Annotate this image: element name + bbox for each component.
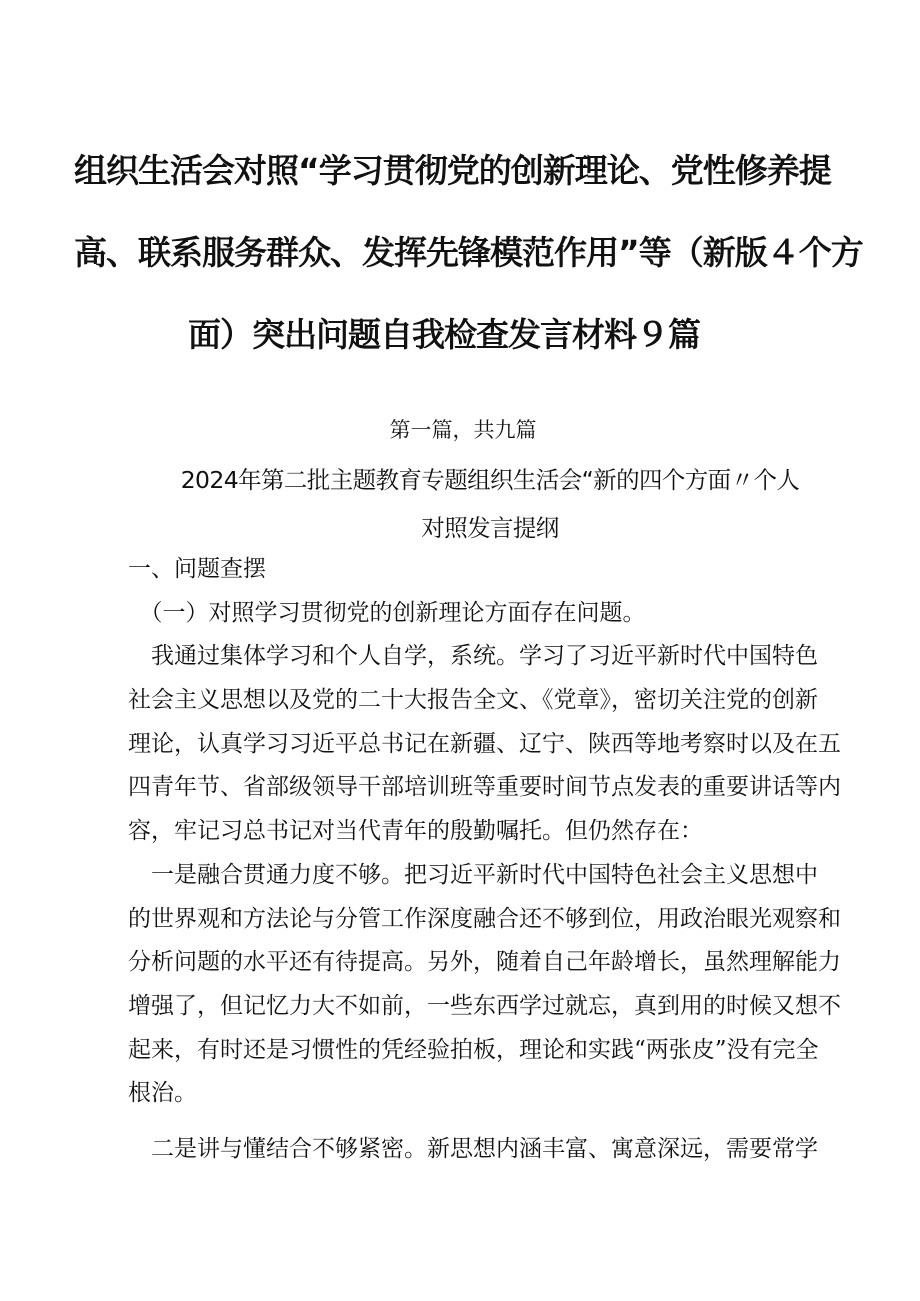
heading-line-1: 2024年第二批主题教育专题组织生活会“新的四个方面〃个人 — [180, 466, 800, 494]
title-line-2: 高、联系服务群众、发挥先锋模范作用”等（新版４个方 — [74, 233, 863, 272]
section-label: 一、问题查摆 — [128, 556, 266, 582]
body-text — [128, 548, 858, 1172]
document-title — [74, 130, 863, 376]
paragraph-line: 根治。 — [128, 1080, 197, 1107]
paragraph-line: 我通过集体学习和个人自学，系统。学习了习近平新时代中国特色 — [128, 643, 818, 670]
heading-line-2: 对照发言提纲 — [421, 514, 559, 542]
subsection-label: （一）对照学习贯彻党的创新理论方面存在问题。 — [128, 599, 646, 626]
paragraph-line: 二是讲与懂结合不够紧密。新思想内涵丰富、寓意深远，需要常学 — [128, 1135, 818, 1162]
paragraph-line: 增强了，但记忆力大不如前，一些东西学过就忘，真到用的时候又想不 — [128, 992, 841, 1019]
paragraph-line: 容，牢记习总书记对当代青年的殷勤嘱托。但仍然存在： — [128, 818, 703, 845]
paragraph-line: 社会主义思想以及党的二十大报告全文、《党章》，密切关注党的创新 — [128, 687, 818, 714]
paragraph-line: 四青年节、省部级领导干部培训班等重要时间节点发表的重要讲话等内 — [128, 774, 841, 801]
paragraph-line: 起来，有时还是习惯性的凭经验拍板，理论和实践“两张皮”没有完全 — [128, 1036, 819, 1063]
paragraph-line: 一是融合贯通力度不够。把习近平新时代中国特色社会主义思想中 — [128, 861, 818, 888]
paragraph-gap — [128, 1116, 858, 1128]
title-line-3: 面）突出问题自我检查发言材料９篇 — [188, 315, 700, 354]
section-counter: 第一篇，共九篇 — [389, 418, 537, 442]
paragraph-line: 分析问题的水平还有待提高。另外，随着自己年龄增长，虽然理解能力 — [128, 949, 841, 976]
paragraph-line: 的世界观和方法论与分管工作深度融合还不够到位，用政治眼光观察和 — [128, 905, 841, 932]
paragraph-line: 理论，认真学习习近平总书记在新疆、辽宁、陕西等地考察时以及在五 — [128, 730, 841, 757]
section-heading — [110, 456, 870, 552]
title-line-1: 组织生活会对照“学习贯彻党的创新理论、党性修养提 — [74, 151, 831, 190]
